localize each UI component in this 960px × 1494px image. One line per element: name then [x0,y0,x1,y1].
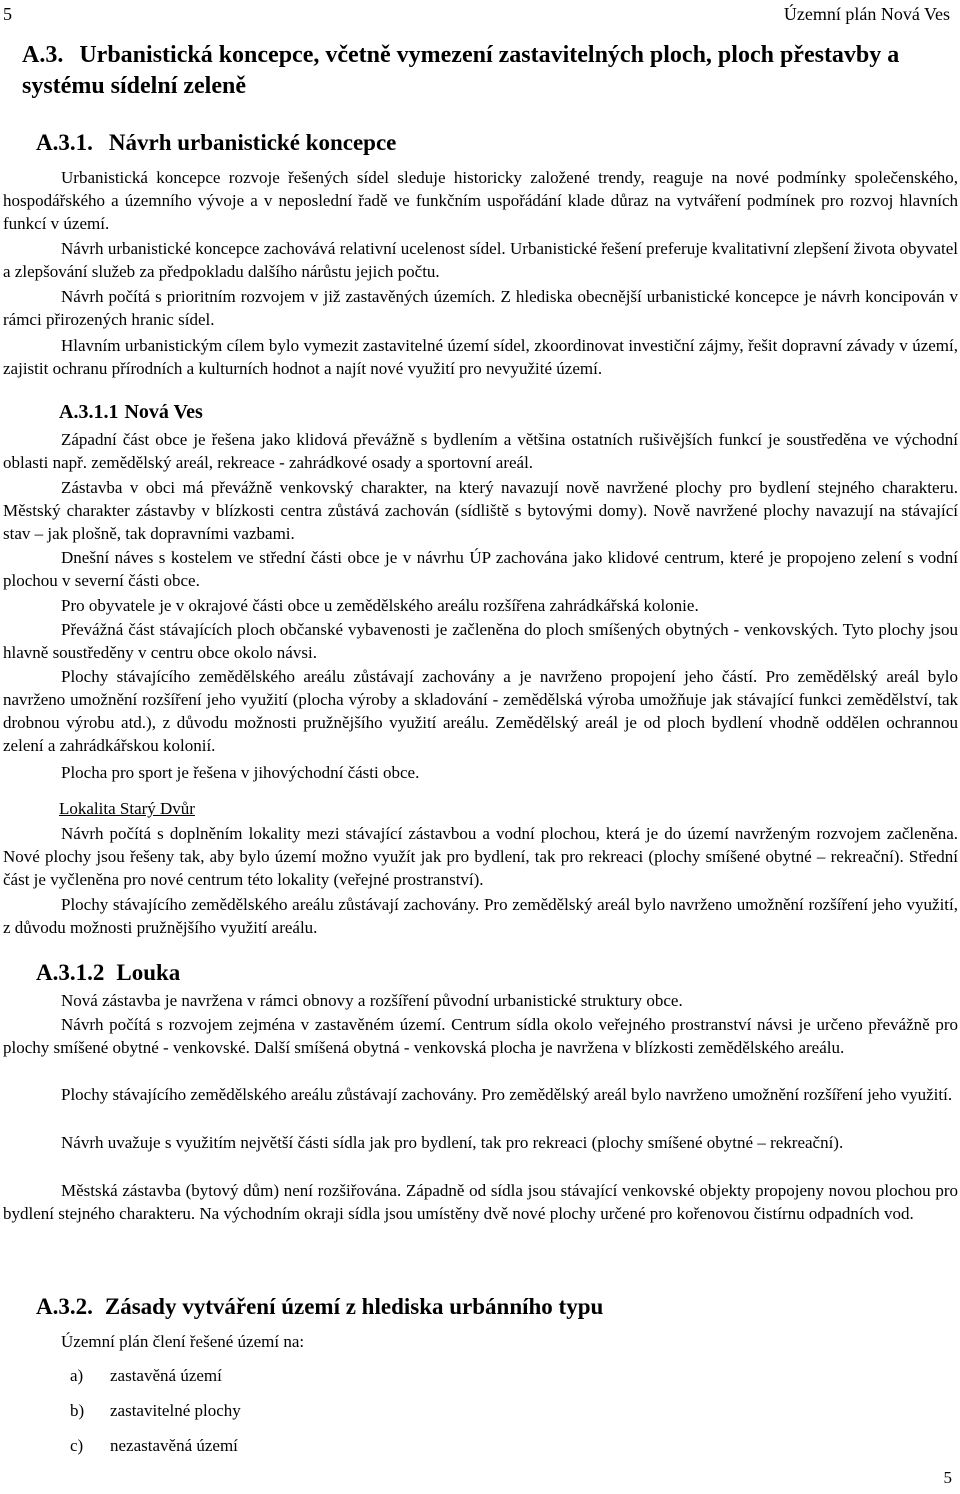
paragraph: Územní plán člení řešené území na: [61,1332,305,1351]
paragraph: Hlavním urbanistickým cílem bylo vymezit zastavitelné území sídel, zkoordinovat investiční zájmy, řešit dopravní závady v území, zajistit ochranu přírodních a kulturních hodnot a najít nové využití pro nevyužité území. [3,336,958,378]
list-item [70,1401,241,1421]
subsection-title: Louka [116,960,181,985]
paragraph: Nová zástavba je navržena v rámci obnovy a rozšíření původní urbanistické struktury obce. [61,991,683,1010]
section-title: Urbanistická koncepce, včetně vymezení zastavitelných ploch, ploch přestavby a systému sídelní zeleně [22,42,900,99]
subsection-heading-a32 [36,1294,603,1320]
subsection-number: A.3.1.1 [59,401,119,423]
paragraph: Západní část obce je řešena jako klidová převážně s bydlením a většina ostatních rušivějších funkcí je soustředěna ve východní oblasti např. zemědělský areál, rekreace - zahrádkové osady a sportovní areál. [3,430,958,472]
paragraph: Návrh urbanistické koncepce zachovává relativní ucelenost sídel. Urbanistické řešení preferuje kvalitativní zlepšení života obyvatel a zlepšování služeb za předpokladu dalšího nárůstu jejich počtu. [3,239,958,281]
list-item-text: nezastavěná území [110,1436,238,1455]
list-item [70,1366,222,1386]
paragraph: Převážná část stávajících ploch občanské vybavenosti je začleněna do ploch smíšených obytných - venkovských. Tyto plochy jsou hlavně soustředěny v centru obce okolo návsi. [3,620,958,662]
list-marker: b) [70,1401,85,1420]
paragraph: Plochy stávajícího zemědělského areálu zůstávají zachovány a je navrženo propojení jeho částí. Pro zemědělský areál bylo navrženo umožnění rozšíření jeho využití (plocha výroby a skladování - zemědělská výroba umožňuje jak stávající funkci zemědělství, tak drobnou výrobu atd.), z důvodu možnosti pružnějšího využití areálu. Zemědělský areál je od ploch bydlení vhodně oddělen ochrannou zelení a zahrádkářskou kolonií. [3,667,958,755]
footer-page-number: 5 [943,1468,952,1487]
paragraph: Dnešní náves s kostelem ve střední části obce je v návrhu ÚP zachována jako klidové centrum, které je propojeno zelení s vodní plochou v severní části obce. [3,548,958,590]
paragraph: Urbanistická koncepce rozvoje řešených sídel sleduje historicky založené trendy, reaguje na nové podmínky společenského, hospodářského a územního vývoje a v neposlední řadě ve funkčním uspořádání klade důraz na vytváření podmínek pro rozvoj hlavních funkcí v území. [3,168,958,233]
paragraph: Plocha pro sport je řešena v jihovýchodní části obce. [61,763,420,782]
section-heading [22,40,958,102]
paragraph: Návrh počítá s rozvojem zejména v zastavěném území. Centrum sídla okolo veřejného prostranství návsi je určeno převážně pro plochy smíšené obytné - venkovské. Další smíšená obytná - venkovská plocha je navržena v blízkosti zemědělského areálu. [3,1015,958,1057]
paragraph: Návrh uvažuje s využitím největší části sídla jak pro bydlení, tak pro rekreaci (plochy smíšené obytné – rekreační). [61,1133,844,1152]
subsection-heading-nova-ves [59,401,203,424]
subsection-heading-louka [36,960,180,986]
paragraph: Zástavba v obci má převážně venkovský charakter, na který navazují nově navržené plochy pro bydlení stejného charakteru. Městský charakter zástavby v blízkosti centra zůstává zachován (sídliště s bytovými domy). Nově navržené plochy navazují na stávající stav – jak plošně, tak dopravními vazbami. [3,478,958,543]
paragraph: Návrh počítá s doplněním lokality mezi stávající zástavbou a vodní plochou, která je do území navrženým rozvojem začleněna. Nové plochy jsou řešeny tak, aby bylo území možno využít jak pro bydlení, tak pro rekreaci (plochy smíšené obytné – rekreační). Střední část je vyčleněna pro nové centrum této lokality (veřejné prostranství). [3,824,958,889]
list-item-text: zastavitelné plochy [110,1401,241,1420]
list-marker: a) [70,1366,84,1385]
subsection-heading-a31 [36,130,396,156]
subsection-number: A.3.1. [36,130,93,155]
subsection-title: Nová Ves [124,401,203,423]
subsection-title: Zásady vytváření území z hlediska urbánního typu [104,1294,604,1319]
list-item-text: zastavěná území [110,1366,222,1385]
list-marker: c) [70,1436,84,1455]
paragraph: Městská zástavba (bytový dům) není rozšiřována. Západně od sídla jsou stávající venkovské objekty propojeny novou plochou pro bydlení stejného charakteru. Na východním okraji sídla jsou umístěny dvě nové plochy určené pro kořenovou čistírnu odpadních vod. [3,1181,958,1223]
paragraph: Plochy stávajícího zemědělského areálu zůstávají zachovány. Pro zemědělský areál bylo navrženo umožnění rozšíření jeho využití, z důvodu možnosti pružnějšího využití areálu. [3,895,958,937]
paragraph: Návrh počítá s prioritním rozvojem v již zastavěných územích. Z hlediska obecnější urbanistické koncepce je návrh koncipován v rámci přirozených hranic sídel. [3,287,958,329]
subsection-number: A.3.2. [36,1294,93,1319]
locality-heading: Lokalita Starý Dvůr [59,799,195,818]
list-item [70,1436,238,1456]
header-page-number: 5 [3,4,12,24]
paragraph: Plochy stávajícího zemědělského areálu zůstávají zachovány. Pro zemědělský areál bylo navrženo umožnění rozšíření jeho využití. [61,1085,953,1104]
subsection-title: Návrh urbanistické koncepce [108,130,397,155]
section-number: A.3. [22,42,64,68]
header-document-title: Územní plán Nová Ves [783,4,950,24]
subsection-number: A.3.1.2 [36,960,105,985]
paragraph: Pro obyvatele je v okrajové části obce u zemědělského areálu rozšířena zahrádkářská kolonie. [61,596,699,615]
